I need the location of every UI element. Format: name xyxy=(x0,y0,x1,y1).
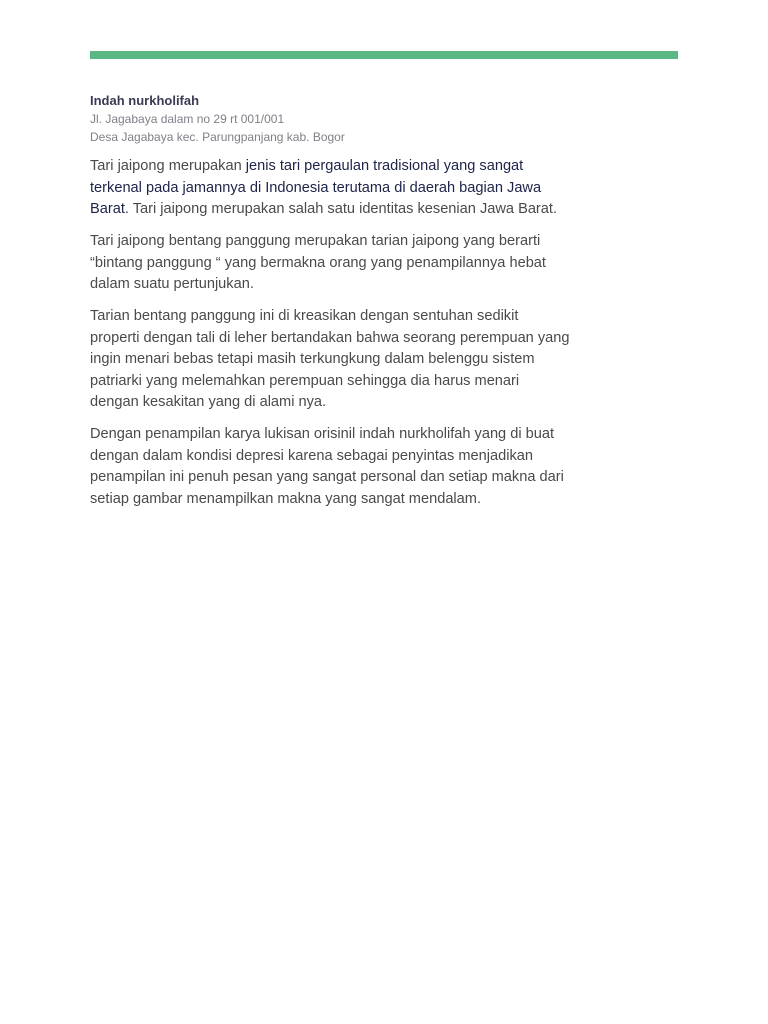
paragraph-1-intro: Tari jaipong merupakan xyxy=(90,158,246,174)
author-name: Indah nurkholifah xyxy=(90,93,200,108)
top-accent-rule xyxy=(90,51,678,59)
letterhead xyxy=(90,92,570,146)
paragraph-1-rest: . Tari jaipong merupakan salah satu identitas kesenian Jawa Barat. xyxy=(124,201,558,217)
paragraph-1 xyxy=(90,156,570,221)
paragraph-3: Tarian bentang panggung ini di kreasikan dengan sentuhan sedikit properti dengan tali di leher bertandakan bahwa seorang perempuan yang ingin menari bebas tetapi masih terkungkung dalam belenggu sistem patriarki yang melemahkan perempuan sehingga dia harus menari dengan kesakitan yang di alami nya. xyxy=(90,308,570,410)
paragraph-1-highlight: jenis tari pergaulan tradisional yang sangat terkenal pada jamannya di Indonesia terutama di daerah bagian Jawa Barat xyxy=(90,158,542,217)
address-line-2: Desa Jagabaya kec. Parungpanjang kab. Bogor xyxy=(90,130,345,144)
document-body xyxy=(90,156,570,521)
paragraph-4: Dengan penampilan karya lukisan orisinil indah nurkholifah yang di buat dengan dalam kondisi depresi karena sebagai penyintas menjadikan penampilan ini penuh pesan yang sangat personal dan setiap makna dari setiap gambar menampilkan makna yang sangat mendalam. xyxy=(90,426,564,507)
paragraph-2: Tari jaipong bentang panggung merupakan tarian jaipong yang berarti “bintang panggung “ yang bermakna orang yang penampilannya hebat dalam suatu pertunjukan. xyxy=(90,233,546,292)
address-line-1: Jl. Jagabaya dalam no 29 rt 001/001 xyxy=(90,112,285,126)
